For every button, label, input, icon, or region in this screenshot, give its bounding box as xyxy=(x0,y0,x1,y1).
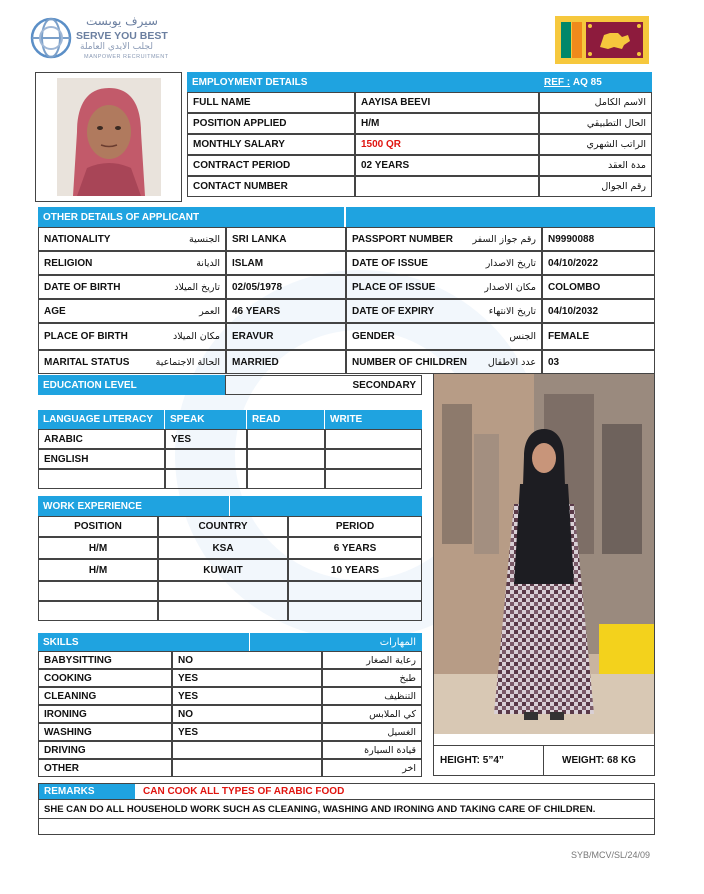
speak-header: SPEAK xyxy=(165,410,247,429)
passport-photo xyxy=(57,78,161,196)
issue-date-value: 04/10/2022 xyxy=(542,251,655,275)
work-country xyxy=(158,581,288,601)
passport-photo-frame xyxy=(35,72,182,202)
contact-label: CONTACT NUMBER xyxy=(187,176,355,197)
skill-arabic: اخر xyxy=(322,759,422,777)
gender-label-text: GENDER xyxy=(352,331,395,342)
passport-value: N9990088 xyxy=(542,227,655,251)
weight-value: WEIGHT: 68 KG xyxy=(562,755,636,766)
skill-arabic: التنظيف xyxy=(322,687,422,705)
height-value: HEIGHT: 5”4” xyxy=(434,746,544,775)
skill-row xyxy=(38,723,422,741)
education-title: EDUCATION LEVEL xyxy=(38,375,225,395)
write-header: WRITE xyxy=(325,410,422,429)
issue-date-label xyxy=(346,251,542,275)
other-details-table xyxy=(38,227,655,374)
employment-row xyxy=(187,92,652,113)
work-position xyxy=(38,581,158,601)
work-country: KSA xyxy=(158,537,288,559)
remarks-label: REMARKS xyxy=(39,784,135,799)
skill-row xyxy=(38,705,422,723)
language-read xyxy=(247,429,325,449)
issue-date-arabic: تاريخ الاصدار xyxy=(485,257,536,269)
work-period: 10 YEARS xyxy=(288,559,422,581)
work-title: WORK EXPERIENCE xyxy=(38,496,230,516)
work-position xyxy=(38,601,158,621)
position-label: POSITION APPLIED xyxy=(187,113,355,134)
gender-value: FEMALE xyxy=(542,323,655,350)
issue-date-label-text: DATE OF ISSUE xyxy=(352,257,428,269)
position-header: POSITION xyxy=(38,516,158,537)
other-row xyxy=(38,227,655,251)
work-experience-table xyxy=(38,496,422,621)
remarks-header-row xyxy=(38,783,655,800)
skill-value: YES xyxy=(172,669,322,687)
skill-value: NO xyxy=(172,705,322,723)
language-read xyxy=(247,449,325,469)
contact-arabic: رقم الجوال xyxy=(539,176,652,197)
skill-row xyxy=(38,651,422,669)
employment-row xyxy=(187,155,652,176)
skill-name: OTHER xyxy=(38,759,172,777)
remarks-highlight: CAN COOK ALL TYPES OF ARABIC FOOD xyxy=(143,786,345,797)
skill-name: WASHING xyxy=(38,723,172,741)
nationality-label-text: NATIONALITY xyxy=(44,233,111,245)
work-title-row xyxy=(38,496,422,516)
expiry-arabic: تاريخ الانتهاء xyxy=(488,305,536,317)
sri-lanka-flag xyxy=(555,16,649,64)
skill-value: YES xyxy=(172,687,322,705)
skill-name: COOKING xyxy=(38,669,172,687)
remarks-blank-line xyxy=(38,819,655,835)
language-row xyxy=(38,449,422,469)
work-title-spacer xyxy=(230,496,422,516)
work-country: KUWAIT xyxy=(158,559,288,581)
measurements-row xyxy=(434,745,654,775)
language-write xyxy=(325,469,422,489)
age-value: 46 YEARS xyxy=(226,299,346,323)
employment-row xyxy=(187,113,652,134)
skill-name: DRIVING xyxy=(38,741,172,759)
logo-globe-icon xyxy=(30,17,72,59)
employment-rows xyxy=(187,92,652,197)
position-arabic: الحال التطبيقي xyxy=(539,113,652,134)
read-header: READ xyxy=(247,410,325,429)
marital-label-text: MARITAL STATUS xyxy=(44,356,130,368)
language-name: ENGLISH xyxy=(38,449,165,469)
marital-value: MARRIED xyxy=(226,350,346,374)
age-label-text: AGE xyxy=(44,305,66,317)
language-name: ARABIC xyxy=(38,429,165,449)
logo-tagline: MANPOWER RECRUITMENT xyxy=(84,54,169,60)
other-row xyxy=(38,323,655,350)
skill-arabic: طبخ xyxy=(322,669,422,687)
nationality-value: SRI LANKA xyxy=(226,227,346,251)
skills-table xyxy=(38,633,422,777)
work-row xyxy=(38,537,422,559)
religion-arabic: الديانة xyxy=(196,257,220,269)
language-row xyxy=(38,469,422,489)
birthplace-label xyxy=(38,323,226,350)
language-speak xyxy=(165,449,247,469)
skill-row xyxy=(38,759,422,777)
full-body-photo xyxy=(434,374,654,734)
birthplace-arabic: مكان الميلاد xyxy=(172,331,220,342)
work-period xyxy=(288,581,422,601)
education-value: SECONDARY xyxy=(225,375,422,395)
expiry-value: 04/10/2032 xyxy=(542,299,655,323)
other-title: OTHER DETAILS OF APPLICANT xyxy=(43,211,200,223)
company-logo xyxy=(30,14,170,64)
work-country xyxy=(158,601,288,621)
language-literacy-header: LANGUAGE LITERACY xyxy=(38,410,165,429)
birthplace-value: ERAVUR xyxy=(226,323,346,350)
skill-value xyxy=(172,759,322,777)
skill-arabic: الغسيل xyxy=(322,723,422,741)
skill-row xyxy=(38,687,422,705)
remarks-section xyxy=(38,783,655,835)
work-row xyxy=(38,581,422,601)
work-row xyxy=(38,559,422,581)
issue-place-value: COLOMBO xyxy=(542,275,655,299)
salary-label: MONTHLY SALARY xyxy=(187,134,355,155)
skill-name: IRONING xyxy=(38,705,172,723)
expiry-label xyxy=(346,299,542,323)
language-table xyxy=(38,410,422,489)
other-details-header-right xyxy=(346,207,655,227)
other-row xyxy=(38,275,655,299)
other-details-header xyxy=(38,207,344,227)
work-position: H/M xyxy=(38,559,158,581)
other-row xyxy=(38,350,655,374)
gender-arabic: الجنس xyxy=(509,331,536,342)
contract-value: 02 YEARS xyxy=(355,155,539,176)
work-row xyxy=(38,601,422,621)
full-name-arabic: الاسم الكامل xyxy=(539,92,652,113)
work-period: 6 YEARS xyxy=(288,537,422,559)
dob-arabic: تاريخ الميلاد xyxy=(174,281,220,293)
position-value: H/M xyxy=(355,113,539,134)
remarks-text: SHE CAN DO ALL HOUSEHOLD WORK SUCH AS CLEANING, WASHING AND IRONING AND TAKING CARE OF CHILDREN. xyxy=(38,800,655,819)
language-write xyxy=(325,429,422,449)
skill-value: YES xyxy=(172,723,322,741)
skill-value: NO xyxy=(172,651,322,669)
work-period xyxy=(288,601,422,621)
skills-title: SKILLS xyxy=(38,633,250,651)
skill-row xyxy=(38,741,422,759)
language-write xyxy=(325,449,422,469)
skill-value xyxy=(172,741,322,759)
birthplace-label-text: PLACE OF BIRTH xyxy=(44,331,128,342)
marital-arabic: الحالة الاجتماعية xyxy=(155,356,220,368)
issue-place-label xyxy=(346,275,542,299)
education-row xyxy=(38,375,422,395)
logo-english: SERVE YOU BEST xyxy=(76,30,168,42)
language-read xyxy=(247,469,325,489)
period-header: PERIOD xyxy=(288,516,422,537)
ref-value: AQ 85 xyxy=(572,76,602,88)
nationality-label xyxy=(38,227,226,251)
salary-arabic: الراتب الشهري xyxy=(539,134,652,155)
work-header-row xyxy=(38,516,422,537)
employment-title: EMPLOYMENT DETAILS xyxy=(192,76,308,88)
skills-title-row xyxy=(38,633,422,651)
skills-title-arabic: المهارات xyxy=(250,633,422,651)
skill-row xyxy=(38,669,422,687)
skill-arabic: رعاية الصغار xyxy=(322,651,422,669)
skill-arabic: كي الملابس xyxy=(322,705,422,723)
employment-details-header xyxy=(187,72,539,92)
skill-name: CLEANING xyxy=(38,687,172,705)
language-row xyxy=(38,429,422,449)
contract-label: CONTRACT PERIOD xyxy=(187,155,355,176)
gender-label xyxy=(346,323,542,350)
religion-label xyxy=(38,251,226,275)
employment-row xyxy=(187,176,652,197)
dob-value: 02/05/1978 xyxy=(226,275,346,299)
other-row xyxy=(38,299,655,323)
passport-label-text: PASSPORT NUMBER xyxy=(352,233,453,245)
skill-arabic: قيادة السيارة xyxy=(322,741,422,759)
language-name xyxy=(38,469,165,489)
children-arabic: عدد الاطفال xyxy=(487,356,536,368)
issue-place-arabic: مكان الاصدار xyxy=(484,281,536,293)
religion-value: ISLAM xyxy=(226,251,346,275)
nationality-arabic: الجنسية xyxy=(189,233,220,245)
flag-icon xyxy=(558,19,646,61)
ref-header xyxy=(539,72,652,92)
ref-label: REF : xyxy=(544,76,571,88)
logo-sub-arabic: لجلب الايدي العاملة xyxy=(80,42,153,52)
language-speak: YES xyxy=(165,429,247,449)
country-header: COUNTRY xyxy=(158,516,288,537)
skill-name: BABYSITTING xyxy=(38,651,172,669)
language-speak xyxy=(165,469,247,489)
contract-arabic: مدة العقد xyxy=(539,155,652,176)
other-row xyxy=(38,251,655,275)
issue-place-label-text: PLACE OF ISSUE xyxy=(352,281,436,293)
marital-label xyxy=(38,350,226,374)
children-label-text: NUMBER OF CHILDREN xyxy=(352,356,467,368)
children-value: 03 xyxy=(542,350,655,374)
passport-arabic: رقم جواز السفر xyxy=(472,233,536,245)
salary-value: 1500 QR xyxy=(355,134,539,155)
dob-label xyxy=(38,275,226,299)
language-header-row xyxy=(38,410,422,429)
dob-label-text: DATE OF BIRTH xyxy=(44,281,121,293)
employment-row xyxy=(187,134,652,155)
expiry-label-text: DATE OF EXPIRY xyxy=(352,305,435,317)
children-label xyxy=(346,350,542,374)
work-position: H/M xyxy=(38,537,158,559)
age-arabic: العمر xyxy=(199,305,220,317)
passport-label xyxy=(346,227,542,251)
age-label xyxy=(38,299,226,323)
contact-value xyxy=(355,176,539,197)
religion-label-text: RELIGION xyxy=(44,257,93,269)
full-name-value: AAYISA BEEVI xyxy=(355,92,539,113)
footer-code: SYB/MCV/SL/24/09 xyxy=(570,850,650,860)
logo-arabic: سيرف يوبست xyxy=(86,14,158,28)
full-name-label: FULL NAME xyxy=(187,92,355,113)
full-body-photo-frame xyxy=(433,373,655,776)
